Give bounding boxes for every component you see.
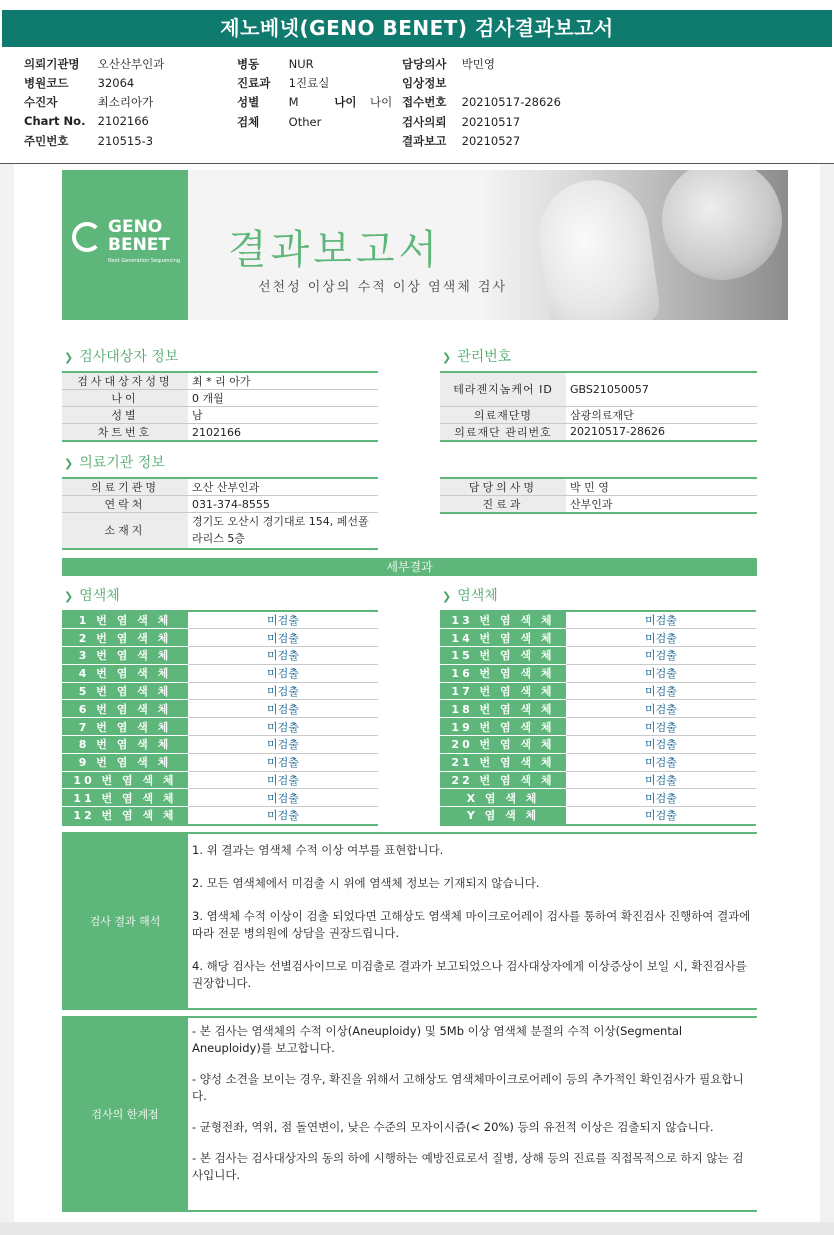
chromosome-result: 미검출 [188, 700, 378, 718]
interpretation-item: 2. 모든 염색체에서 미검출 시 위에 염색체 정보는 기재되지 않습니다. [192, 876, 540, 890]
chromosome-row [62, 753, 378, 771]
chromosome-row [440, 664, 756, 682]
header-dept: 진료과 1진료실 [237, 76, 330, 90]
page-bottom-strip [0, 1222, 834, 1235]
chromosome-label: 17 번 염 색 체 [440, 682, 566, 700]
section-subject-heading: ❯ 검사대상자 정보 [64, 349, 179, 365]
chromosome-result: 미검출 [566, 718, 756, 736]
report-banner [62, 170, 788, 320]
chromosome-result: 미검출 [566, 736, 756, 754]
limitations-body [188, 1018, 757, 1210]
chromosome-result: 미검출 [188, 682, 378, 700]
chromosome-row [62, 718, 378, 736]
chromosome-row [62, 771, 378, 789]
chromosome-result: 미검출 [566, 753, 756, 771]
chromosome-table-left [62, 610, 378, 826]
section-mgmt-heading: ❯ 관리번호 [442, 349, 512, 365]
chromosome-row [440, 629, 756, 647]
section-chromosome-heading-left: ❯ 염색체 [64, 588, 120, 604]
chromosome-row [62, 611, 378, 629]
limitations-item: - 양성 소견을 보이는 경우, 확진을 위해서 고해상도 염색체마이크로어레이 등의 추가적인 확인검사가 필요합니다. [192, 1072, 744, 1103]
header-institution: 의뢰기관명 오산산부인과 [24, 57, 165, 71]
chromosome-result: 미검출 [566, 700, 756, 718]
chromosome-row [440, 753, 756, 771]
interpretation-item: 3. 염색체 수적 이상이 검출 되었다면 고해상도 염색체 마이크로어레이 검사를 통하여 확진검사 진행하여 결과에 따라 전문 병의원에 상담을 권장드립니다. [192, 909, 751, 940]
chevron-right-icon: ❯ [64, 590, 74, 603]
baby-feet-photo [482, 170, 788, 320]
chromosome-label: 21 번 염 색 체 [440, 753, 566, 771]
chromosome-label: X 염 색 체 [440, 789, 566, 807]
limitations-item: - 균형전좌, 역위, 점 돌연변이, 낮은 수준의 모자이시즘(< 20%) 등의 유전적 이상은 검출되지 않습니다. [192, 1120, 714, 1134]
chromosome-result: 미검출 [566, 611, 756, 629]
table-row: 성별 남 [62, 407, 378, 424]
chromosome-row [62, 647, 378, 665]
chromosome-label: 9 번 염 색 체 [62, 753, 188, 771]
chromosome-label: Y 염 색 체 [440, 807, 566, 825]
header-sex: 성별 M 나이 나이 [237, 95, 393, 109]
logo-panel: GENO BENET Next Generation Sequencing [62, 170, 188, 320]
foot-shape [532, 173, 662, 320]
chromosome-row [62, 807, 378, 825]
chromosome-result: 미검출 [566, 771, 756, 789]
header-chart: Chart No. 2102166 [24, 114, 149, 128]
header-receipt: 접수번호 20210517-28626 [402, 95, 561, 109]
header-hospital-code: 병원코드 32064 [24, 76, 135, 90]
header-request: 검사의뢰 20210517 [402, 115, 521, 129]
chromosome-row [440, 771, 756, 789]
table-row: 테라젠지놈케어 ID GBS21050057 [440, 372, 757, 406]
chromosome-row [440, 647, 756, 665]
chromosome-label: 13 번 염 색 체 [440, 611, 566, 629]
interpretation-item: 4. 해당 검사는 선별검사이므로 미검출로 결과가 보고되었으나 검사대상자에게 이상증상이 보일 시, 확진검사를 권장합니다. [192, 959, 747, 990]
institution-right-table [440, 477, 757, 514]
chromosome-result: 미검출 [188, 789, 378, 807]
chromosome-row [62, 682, 378, 700]
table-row: 소재지 경기도 오산시 경기대로 154, 페선폴라리스 5층 [62, 513, 378, 549]
chevron-right-icon: ❯ [442, 590, 452, 603]
chevron-right-icon: ❯ [64, 457, 74, 470]
chromosome-row [440, 611, 756, 629]
chromosome-result: 미검출 [566, 682, 756, 700]
limitations-item: - 본 검사는 염색체의 수적 이상(Aneuploidy) 및 5Mb 이상 염색체 분절의 수적 이상(Segmental Aneuploidy)를 보고합니다. [192, 1024, 683, 1055]
table-row: 연락처 031-374-8555 [62, 496, 378, 513]
chromosome-label: 19 번 염 색 체 [440, 718, 566, 736]
banner-subtitle: 선천성 이상의 수적 이상 염색체 검사 [258, 280, 508, 295]
chromosome-row [440, 736, 756, 754]
header-resident: 주민번호 210515-3 [24, 134, 154, 148]
subject-table [62, 371, 378, 442]
limitations-label: 검사의 한계점 [62, 1018, 188, 1210]
report-title: 제노베넷(GENO BENET) 검사결과보고서 [2, 10, 832, 47]
table-row: 검사대상자성명 최 * 리 아가 [62, 372, 378, 390]
section-institution-heading: ❯ 의료기관 정보 [64, 455, 165, 471]
header-patient: 수진자 최소리아가 [24, 95, 154, 109]
chromosome-row [62, 700, 378, 718]
chromosome-label: 1 번 염 색 체 [62, 611, 188, 629]
chevron-right-icon: ❯ [64, 351, 74, 364]
table-row: 담당의사명 박 민 영 [440, 478, 757, 496]
header-doctor: 담당의사 박민영 [402, 57, 495, 71]
chromosome-result: 미검출 [188, 718, 378, 736]
chromosome-result: 미검출 [188, 736, 378, 754]
chromosome-row [440, 807, 756, 825]
chromosome-row [440, 700, 756, 718]
chromosome-label: 12 번 염 색 체 [62, 807, 188, 825]
limitations-item: - 본 검사는 검사대상자의 동의 하에 시행하는 예방진료로서 질병, 상해 등의 진료를 직접목적으로 하지 않는 검사입니다. [192, 1151, 744, 1182]
chromosome-result: 미검출 [188, 664, 378, 682]
interpretation-label: 검사 결과 해석 [62, 834, 188, 1008]
chromosome-row [440, 718, 756, 736]
interpretation-body [188, 834, 757, 1008]
chromosome-result: 미검출 [188, 629, 378, 647]
chromosome-result: 미검출 [566, 664, 756, 682]
chromosome-table-right [440, 610, 756, 826]
table-row: 의료재단 관리번호 20210517-28626 [440, 423, 757, 441]
foot-shape [662, 170, 782, 280]
chromosome-row [440, 682, 756, 700]
chromosome-row [62, 629, 378, 647]
table-row: 나이 0 개월 [62, 390, 378, 407]
chromosome-label: 10 번 염 색 체 [62, 771, 188, 789]
chromosome-row [440, 789, 756, 807]
header-specimen: 검체 Other [237, 115, 322, 129]
chromosome-result: 미검출 [188, 807, 378, 825]
chromosome-label: 15 번 염 색 체 [440, 647, 566, 665]
institution-table [62, 477, 378, 550]
chromosome-label: 6 번 염 색 체 [62, 700, 188, 718]
chevron-right-icon: ❯ [442, 351, 452, 364]
chromosome-result: 미검출 [566, 789, 756, 807]
table-row: 진료과 산부인과 [440, 496, 757, 514]
header-clinical: 임상정보 [402, 76, 447, 90]
chromosome-label: 5 번 염 색 체 [62, 682, 188, 700]
chromosome-label: 14 번 염 색 체 [440, 629, 566, 647]
chromosome-label: 8 번 염 색 체 [62, 736, 188, 754]
table-row: 의료기관명 오산 산부인과 [62, 478, 378, 496]
logo-circle-icon [72, 222, 102, 252]
chromosome-row [62, 736, 378, 754]
table-row: 차트번호 2102166 [62, 424, 378, 442]
chromosome-result: 미검출 [566, 807, 756, 825]
table-row: 의료재단명 삼광의료재단 [440, 406, 757, 423]
chromosome-result: 미검출 [188, 611, 378, 629]
chromosome-label: 11 번 염 색 체 [62, 789, 188, 807]
chromosome-result: 미검출 [188, 647, 378, 665]
chromosome-row [62, 664, 378, 682]
chromosome-label: 22 번 염 색 체 [440, 771, 566, 789]
chromosome-label: 16 번 염 색 체 [440, 664, 566, 682]
chromosome-label: 2 번 염 색 체 [62, 629, 188, 647]
chromosome-label: 7 번 염 색 체 [62, 718, 188, 736]
detail-results-band: 세부결과 [62, 558, 757, 576]
chromosome-label: 3 번 염 색 체 [62, 647, 188, 665]
mgmt-table [440, 371, 757, 442]
chromosome-label: 18 번 염 색 체 [440, 700, 566, 718]
chromosome-result: 미검출 [188, 753, 378, 771]
banner-title: 결과보고서 [228, 227, 442, 273]
header-report: 결과보고 20210527 [402, 134, 521, 148]
chromosome-result: 미검출 [188, 771, 378, 789]
chromosome-row [62, 789, 378, 807]
interpretation-box [62, 832, 757, 1010]
chromosome-result: 미검출 [566, 647, 756, 665]
header-ward: 병동 NUR [237, 57, 314, 71]
chromosome-label: 20 번 염 색 체 [440, 736, 566, 754]
limitations-box [62, 1016, 757, 1212]
chromosome-result: 미검출 [566, 629, 756, 647]
interpretation-item: 1. 위 결과는 염색체 수적 이상 여부를 표현합니다. [192, 843, 444, 857]
chromosome-label: 4 번 염 색 체 [62, 664, 188, 682]
section-chromosome-heading-right: ❯ 염색체 [442, 588, 498, 604]
